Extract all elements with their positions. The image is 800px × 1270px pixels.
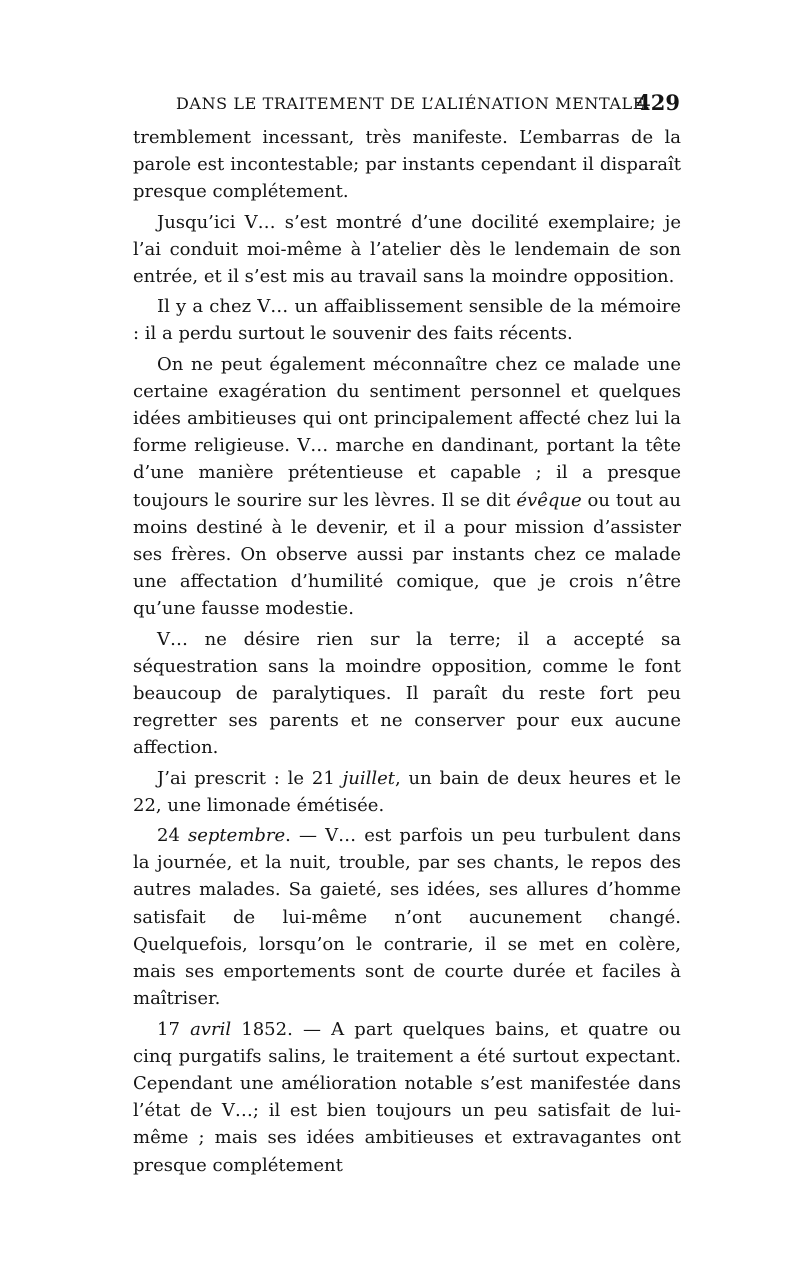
italic-word: juillet bbox=[342, 767, 395, 789]
paragraph: J’ai prescrit : le 21 juillet, un bain de deux heures et le 22, une limonade émétisée. bbox=[133, 767, 681, 816]
italic-word: septembre bbox=[188, 825, 286, 847]
paragraph: Il y a chez V… un affaiblissement sensible de la mémoire : il a perdu surtout le souvenir des faits récents. bbox=[133, 296, 681, 345]
running-header bbox=[176, 92, 680, 118]
italic-word: évêque bbox=[516, 489, 582, 511]
paragraph: 17 avril 1852. — A part quelques bains, et quatre ou cinq purgatifs salins, le traitement a été surtout expectant. Cependant une amélioration notable s’est manifestée dans l’état de V…; il est bien toujours un peu satisfait de lui-même ; mais ses idées ambitieuses et extravagantes ont presque complétement bbox=[133, 1018, 681, 1176]
page-number: 429 bbox=[636, 90, 680, 115]
italic-word: avril bbox=[190, 1018, 232, 1040]
paragraph: Jusqu’ici V… s’est montré d’une docilité exemplaire; je l’ai conduit moi-même à l’atelier dès le lendemain de son entrée, et il s’est mis au travail sans la moindre opposition. bbox=[133, 211, 681, 288]
paragraph: V… ne désire rien sur la terre; il a accepté sa séquestration sans la moindre opposition, comme le font beaucoup de paralytiques. Il paraît du reste fort peu regretter ses parents et ne conserver pour eux aucune affection. bbox=[133, 628, 681, 759]
page-body bbox=[133, 124, 681, 1182]
paragraph: On ne peut également méconnaître chez ce malade une certaine exagération du sentiment personnel et quelques idées ambitieuses qui ont principalement affecté chez lui la forme religieuse. V… marche en dandinant, portant la tête d’une manière prétentieuse et capable ; il a presque toujours le sourire sur les lèvres. Il se dit évêque ou tout au moins destiné à le devenir, et il a pour mission d’assister ses frères. On observe aussi par instants chez ce malade une affectation d’humilité comique, que je crois n’être qu’une fausse modestie. bbox=[133, 353, 681, 620]
paragraph: 24 septembre. — V… est parfois un peu turbulent dans la journée, et la nuit, trouble, par ses chants, le repos des autres malades. Sa gaieté, ses idées, ses allures d’homme satisfait de lui-même n’ont aucunement changé. Quelquefois, lorsqu’on le contrarie, il se met en colère, mais ses emportements sont de courte durée et faciles à maîtriser. bbox=[133, 825, 681, 1010]
paragraph: tremblement incessant, très manifeste. L’embarras de la parole est incontestable; par instants cependant il disparaît presque complétement. bbox=[133, 127, 681, 203]
running-title: DANS LE TRAITEMENT DE L’ALIÉNATION MENTALE. bbox=[176, 94, 651, 113]
